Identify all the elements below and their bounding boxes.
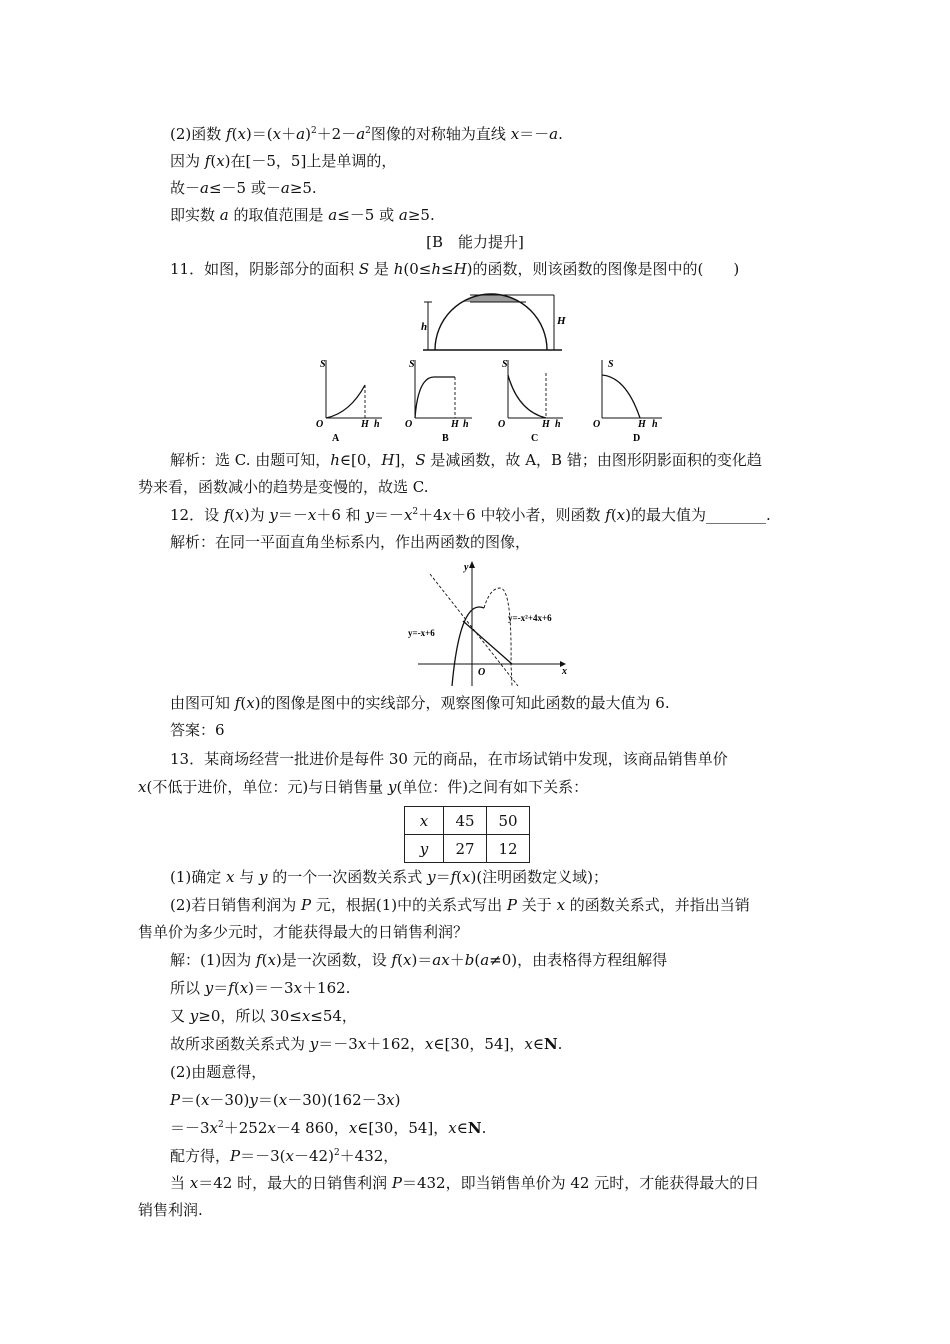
svg-text:h: h xyxy=(374,419,380,430)
figure-12-graph xyxy=(400,558,570,690)
table-row xyxy=(405,835,530,863)
svg-text:H: H xyxy=(542,419,550,430)
curve-B xyxy=(415,377,455,418)
table-cell: 50 xyxy=(487,807,530,835)
svg-text:x: x xyxy=(562,666,567,677)
figure-11-options xyxy=(310,355,670,445)
svg-text:S: S xyxy=(409,359,415,370)
svg-text:h: h xyxy=(652,419,658,430)
table-head-x: x xyxy=(405,807,444,835)
solution-13-line-9: 当 x＝42 时，最大的日销售利润 P＝432，即当销售单价为 42 元时，才能获得最大的日 xyxy=(170,1174,760,1192)
svg-text:O: O xyxy=(316,419,324,430)
label-C: C xyxy=(531,433,539,444)
table-head-y: y xyxy=(405,835,444,863)
solution-13-line-2: 所以 y＝f(x)＝－3x＋162. xyxy=(170,979,351,997)
problem-13-part-2a: (2)若日销售利润为 P 元，根据(1)中的关系式写出 P 关于 x 的函数关系式，并指出当销 xyxy=(170,896,750,914)
H-label: H xyxy=(557,315,566,327)
solution-11-line-2: 势来看，函数减小的趋势是变慢的，故选 C. xyxy=(138,478,429,496)
curve-C xyxy=(508,375,546,418)
svg-text:O: O xyxy=(405,419,413,430)
solution-13-line-10: 销售利润. xyxy=(138,1201,203,1219)
solution-12-line-2: 由图可知 f(x)的图像是图中的实线部分，观察图像可知此函数的最大值为 6. xyxy=(170,694,670,712)
svg-text:y: y xyxy=(464,562,469,573)
data-table xyxy=(404,806,530,863)
solution-11-line-1: 解析：选 C. 由题可知，h∈[0，H]，S 是减函数，故 A，B 错；由图形阴影面积的变化趋 xyxy=(170,451,762,469)
svg-text:O: O xyxy=(498,419,506,430)
svg-text:S: S xyxy=(320,359,326,370)
table-row xyxy=(405,807,530,835)
solution-13-line-7: $=-3x^2+252x-4$ 860，x∈[30，54]，x∈N. xyxy=(170,1119,487,1137)
text-line-3: 故－a≤－5 或－a≥5. xyxy=(170,179,317,197)
graph-C xyxy=(498,359,563,444)
problem-13-part-1: (1)确定 x 与 y 的一个一次函数关系式 y＝f(x)(注明函数定义域)； xyxy=(170,868,609,886)
solution-13-line-8: 配方得，$P=-3(x-42)^2+432$， xyxy=(170,1147,399,1165)
table-cell: 12 xyxy=(487,835,530,863)
problem-13-part-2b: 售单价为多少元时，才能获得最大的日销售利润？ xyxy=(138,923,469,941)
graph-B xyxy=(405,359,472,444)
svg-text:y=-x+6: y=-x+6 xyxy=(408,628,435,638)
svg-text:S: S xyxy=(502,359,508,370)
text-line-2: 因为 f(x)在[－5，5]上是单调的， xyxy=(170,152,397,170)
label-B: B xyxy=(442,433,449,444)
solution-13-line-3: 又 y≥0，所以 30≤x≤54， xyxy=(170,1007,357,1025)
label-A: A xyxy=(332,433,340,444)
problem-13-line-1: 13．某商场经营一批进价是每件 30 元的商品，在市场试销中发现，该商品销售单价 xyxy=(170,750,728,768)
svg-text:O: O xyxy=(478,667,486,678)
svg-text:H: H xyxy=(451,419,459,430)
line-solid xyxy=(463,621,512,664)
problem-12: 12．设 f(x)为 y＝－x＋6 和 $y=-x^2+4x+6$ 中较小者，则函数 f(x)的最大值为________. xyxy=(170,506,771,524)
section-heading: [B 能力提升] xyxy=(426,233,524,251)
figure-11-semicircle xyxy=(418,286,568,354)
svg-text:H: H xyxy=(361,419,369,430)
solution-13-line-1: 解：(1)因为 f(x)是一次函数，设 f(x)＝ax＋b(a≠0)，由表格得方程组解得 xyxy=(170,951,668,969)
svg-text:S: S xyxy=(608,359,614,370)
answer-12: 答案：6 xyxy=(170,721,225,739)
solution-13-line-6: P＝(x－30)y＝(x－30)(162－3x) xyxy=(170,1091,401,1109)
problem-13-line-2: x(不低于进价，单位：元)与日销售量 y(单位：件)之间有如下关系： xyxy=(138,778,589,796)
svg-text:h: h xyxy=(555,419,561,430)
graph-D xyxy=(593,359,662,444)
solution-13-line-4: 故所求函数关系式为 y＝－3x＋162，x∈[30，54]，x∈N. xyxy=(170,1035,563,1053)
parabola-dashed xyxy=(484,588,512,686)
svg-text:O: O xyxy=(593,419,601,430)
text-line-4: 即实数 a 的取值范围是 a≤－5 或 a≥5. xyxy=(170,206,435,224)
svg-text:H: H xyxy=(638,419,646,430)
curve-A xyxy=(326,385,365,418)
problem-11: 11．如图，阴影部分的面积 S 是 h(0≤h≤H)的函数，则该函数的图像是图中的( ) xyxy=(170,260,740,278)
solution-12-line-1: 解析：在同一平面直角坐标系内，作出两函数的图像， xyxy=(170,533,531,551)
solution-13-line-5: (2)由题意得， xyxy=(170,1063,267,1081)
label-D: D xyxy=(633,433,641,444)
table-cell: 45 xyxy=(444,807,487,835)
table-cell: 27 xyxy=(444,835,487,863)
graph-A xyxy=(316,359,382,444)
svg-text:y=-x²+4x+6: y=-x²+4x+6 xyxy=(508,613,552,623)
curve-D xyxy=(602,375,640,418)
text-line-1: (2)函数 $f(x)=(x+a)^2+2-a^2$图像的对称轴为直线 x＝－a. xyxy=(170,125,563,143)
svg-text:h: h xyxy=(463,419,469,430)
h-label: h xyxy=(421,321,428,333)
